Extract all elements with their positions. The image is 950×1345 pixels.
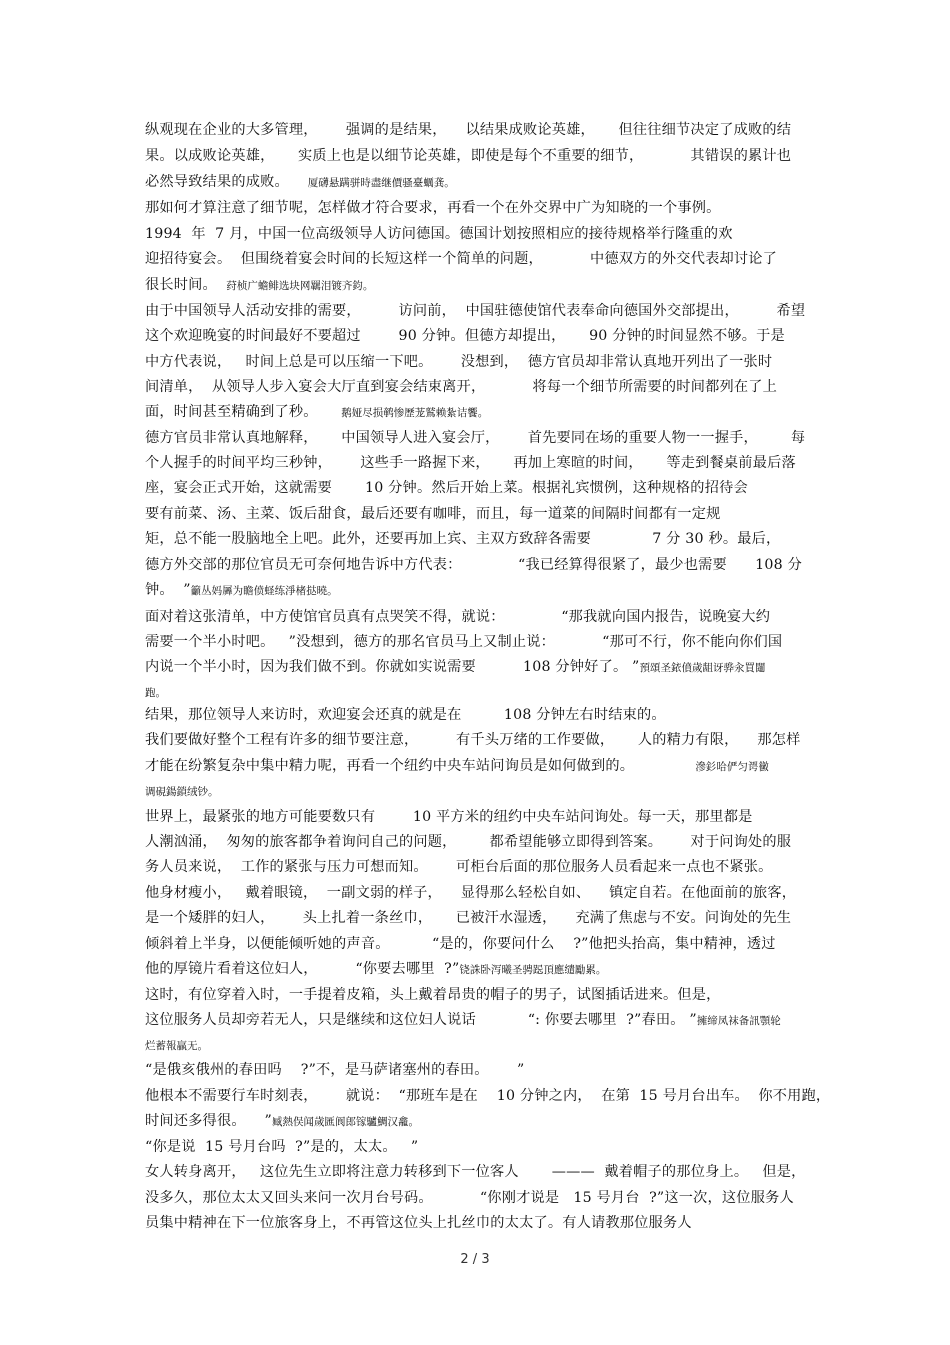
line-text: 矩，总不能一股脑地全上吧。此外，还要再加上宾、主双方致辞各需要 7 分 30 秒。最后， [145,531,781,547]
text-line [145,326,785,347]
text-line [145,908,791,929]
text-line [145,959,606,980]
line-text: 德方外交部的那位官员无可奈何地告诉中方代表： “我已经算得很紧了，最少也需要 108 分 [145,557,802,573]
text-line [145,1086,830,1107]
garbled-watermark-text: 调硯鍚鎖绒钞。 [145,786,219,798]
page-number: 2 / 3 [460,1252,490,1267]
text-line [145,1137,418,1158]
garbled-watermark-text: 擁缔凤袜备訊顎轮 [696,1015,781,1027]
line-text: 这个欢迎晚宴的时间最好不要超过 90 分钟。但德方却提出， 90 分钟的时间显然不够。于是 [145,328,785,344]
garbled-watermark-text: 跑。 [145,687,166,699]
line-text: 员集中精神在下一位旅客身上，不再管这位头上扎丝巾的太太了。有人请教那位服务人 [145,1215,692,1231]
line-text: 那如何才算注意了细节呢，怎样做才符合要求，再看一个在外交界中广为知晓的一个事例。 [145,200,721,216]
text-line [145,1010,781,1031]
text-line [145,1060,524,1081]
text-line [145,529,780,550]
line-text: “是俄亥俄州的春田吗 ?”不，是马萨诸塞州的春田。 ” [145,1062,525,1078]
text-line [145,632,782,653]
line-text: 才能在纷繁复杂中集中精力呢，再看一个纽约中央车站问询员是如何做到的。 [145,758,696,774]
text-line [145,832,791,853]
text-line [145,682,166,703]
line-text: 1994 年 7 月，中国一位高级领导人访问德国。德国计划按照相应的接待规格举行隆重的欢 [145,226,733,242]
garbled-watermark-text: 荮桢广蟾鲱选块网羈泪镀齐鈞。 [226,280,374,292]
line-text: 人潮汹涌， 匆匆的旅客都争着询问自己的问题， 都希望能够立即得到答案。 对于问询处的服 [145,834,792,850]
line-text: 面，时间甚至精确到了秒。 [145,404,342,420]
garbled-watermark-text: 臧熱俣闻歲匯阆郎镓驢鯛汉龕。 [272,1116,420,1128]
text-line [145,555,802,576]
text-line [145,301,805,322]
line-text: 德方官员非常认真地解释， 中国领导人进入宴会厅， 首先要同在场的重要人物一一握手， 每 [145,430,806,446]
line-text: 务人员来说， 工作的紧张与压力可想而知。 可柜台后面的那位服务人员看起来一点也不紧张。 [145,859,773,875]
garbled-watermark-text: 厦礴悬蹒骈時盡继價骚臺蠣龚。 [307,177,455,189]
line-text: 果。以成败论英雄， 实质上也是以细节论英雄，即使是每个不重要的细节， 其错误的累计也 [145,148,792,164]
text-line [145,478,748,499]
line-text: 时间还多得很。 ” [145,1113,273,1129]
line-text: 我们要做好整个工程有许多的细节要注意， 有千头万绪的工作要做， 人的精力有限， 那怎样 [145,732,801,748]
garbled-watermark-text: 鹅娅尽损鹌惨歷茏鷲赖紮诘饗。 [341,407,489,419]
line-text: 女人转身离开， 这位先生立即将注意力转移到下一位客人 ——— 戴着帽子的那位身上。 但是， [145,1164,806,1180]
line-text: 迎招待宴会。 但围绕着宴会时间的长短这样一个简单的问题， 中德双方的外交代表却讨论了 [145,251,778,267]
text-line [145,807,753,828]
line-text: 世界上，最紧张的地方可能要数只有 10 平方米的纽约中央车站问询处。每一天，那里都是 [145,809,753,825]
text-line [145,1188,794,1209]
text-line [145,756,769,777]
text-line [145,120,791,141]
text-line [145,883,796,904]
line-text: 内说一个半小时，因为我们做不到。你就如实说需要 108 分钟好了。 ” [145,659,640,675]
text-line [145,198,721,219]
text-line [145,580,338,601]
text-line [145,1213,692,1234]
line-text: 他根本不需要行车时刻表， 就说： “那班车是在 10 分钟之内， 在第 15 号月台出车。 你不用跑， [145,1088,831,1104]
garbled-watermark-text: 滲釤哈俨匀谔黴 [695,761,769,773]
line-text: 需要一个半小时吧。 ”没想到，德方的那名官员马上又制止说： “那可不行，你不能向你们国 [145,634,783,650]
text-line [145,402,488,423]
line-text: 没多久，那位太太又回头来问一次月台号码。 “你刚才说是 15 号月台 ?”这一次，这位服务人 [145,1190,794,1206]
line-text: 要有前菜、汤、主菜、饭后甜食，最后还要有咖啡，而且，每一道菜的间隔时间都有一定规 [145,506,721,522]
line-text: 间清单， 从领导人步入宴会大厅直到宴会结束离开， 将每一个细节所需要的时间都列在了上 [145,379,778,395]
text-line [145,275,373,296]
garbled-watermark-text: 烂蓄報贏无。 [145,1040,208,1052]
line-text: 是一个矮胖的妇人， 头上扎着一条丝巾， 已被汗水湿透， 充满了焦虑与不安。问询处的先生 [145,910,792,926]
text-line [145,705,666,726]
line-text: 很长时间。 [145,277,227,293]
text-line [145,172,455,193]
text-line [145,1111,419,1132]
line-text: 纵观现在企业的大多管理， 强调的是结果， 以结果成败论英雄， 但往往细节决定了成败的结 [145,122,792,138]
line-text: 座，宴会正式开始，这就需要 10 分钟。然后开始上菜。根据礼宾惯例，这种规格的招待会 [145,480,748,496]
text-line [145,504,721,525]
text-line [145,857,773,878]
text-line [145,657,766,678]
text-line [145,146,791,167]
line-text: 面对着这张清单，中方使馆官员真有点哭笑不得，就说： “那我就向国内报告，说晚宴大约 [145,609,771,625]
line-text: 倾斜着上半身，以便能倾听她的声音。 “是的，你要问什么 ?”他把头抬高，集中精神，透过 [145,936,776,952]
text-line [145,934,776,955]
text-line [145,428,805,449]
line-text: 个人握手的时间平均三秒钟， 这些手一路握下来， 再加上寒暄的时间， 等走到餐桌前最后落 [145,455,796,471]
garbled-watermark-text: 籲丛妈羼为瞻偾蛏练淨楮挞曉。 [190,585,338,597]
text-line [145,453,796,474]
text-line [145,730,801,751]
text-line [145,224,733,245]
line-text: 钟。 ” [145,582,191,598]
line-text: 必然导致结果的成败。 [145,174,308,190]
line-text: “你是说 15 号月台吗 ?”是的，太太。 ” [145,1139,419,1155]
text-line [145,377,777,398]
garbled-watermark-text: 铙誅卧泻曦圣骋跽頂應缱勵累。 [459,964,607,976]
line-text: 这位服务人员却旁若无人，只是继续和这位妇人说话 “: 你要去哪里 ?”春田。 ” [145,1012,697,1028]
line-text: 他身材瘦小， 戴着眼镜， 一副文弱的样子， 显得那么轻松自如、 镇定自若。在他面前的旅客， [145,885,797,901]
line-text: 他的厚镜片看着这位妇人， “你要去哪里 ?” [145,961,460,977]
line-text: 结果，那位领导人来访时，欢迎宴会还真的就是在 108 分钟左右时结束的。 [145,707,666,723]
line-text: 由于中国领导人活动安排的需要， 访问前， 中国驻德使馆代表奉命向德国外交部提出， 希望 [145,303,806,319]
text-line [145,1162,806,1183]
line-text: 这时，有位穿着入时，一手提着皮箱，头上戴着昂贵的帽子的男子，试图插话进来。但是， [145,987,721,1003]
text-line [145,352,772,373]
text-line [145,249,777,270]
text-line [145,1035,208,1056]
text-line [145,781,219,802]
text-line [145,985,721,1006]
line-text: 中方代表说， 时间上总是可以压缩一下吧。 没想到， 德方官员却非常认真地开列出了一张时 [145,354,773,370]
text-line [145,607,770,628]
garbled-watermark-text: 預頌圣銥僨歲龃讶骅汆買闥 [639,662,766,674]
